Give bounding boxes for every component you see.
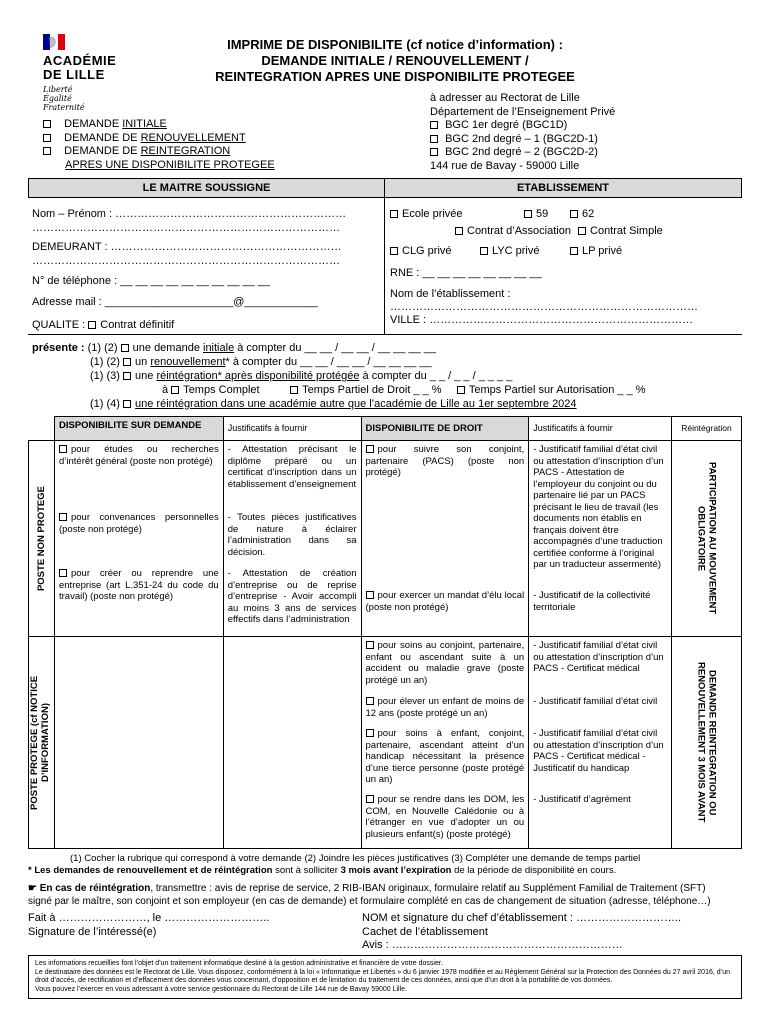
office-option-3[interactable]: BGC 2nd degré – 2 (BGC2D-2) [430,146,615,160]
checkbox-icon[interactable] [123,358,131,366]
footer-line3: Vous pouvez l’exercer en vous adressant à votre service gestionnaire du Rectorat de Lille 144 rue de Bavay 59000 Lille. [35,985,408,993]
option-suivre-conjoint[interactable]: pour suivre son conjoint, partenaire (PACS) (poste non protégé) [365,444,525,478]
title-line1: IMPRIME DE DISPONIBILITE (cf notice d’information) : [227,37,563,52]
avis-field[interactable]: Avis : ……………………………………………………… [362,939,623,951]
checkbox-icon[interactable] [121,344,129,352]
contrat-simple-label: Contrat Simple [590,225,663,237]
checkbox-icon[interactable] [524,210,532,218]
checkbox-icon[interactable] [43,134,51,142]
academie-logo [43,34,65,53]
contrat-definitif-label: Contrat définitif [100,319,175,331]
table-row [29,637,742,849]
header-dispo-demande: DISPONIBILITE SUR DEMANDE [54,417,223,441]
option-adoption[interactable]: pour se rendre dans les DOM, les COM, en Nouvelle Calédonie ou à l’étranger en vue d’adopter un ou plusieurs enfant(s) (poste protégé) [365,794,525,840]
footer-line1: Les informations recueillies font l’objet d’un traitement informatique destiné à la gestion administrative et financière de votre dossier. [35,960,443,967]
demand-reintegration-line2: APRES UNE DISPONIBILITE PROTEGEE [65,158,275,171]
cell-dispo-demande [54,441,223,637]
email-field[interactable]: Adresse mail : _____________________@____________ [32,296,318,308]
qualite-row: QUALITE : Contrat définitif [32,319,175,331]
header-dispo-droit: DISPONIBILITE DE DROIT [361,417,529,441]
checkbox-icon[interactable] [88,321,96,329]
demand-initiale[interactable]: DEMANDE INITIALE [43,118,275,132]
cachet-label: Cachet de l’établissement [362,925,488,938]
section-divider [384,196,385,334]
nom-field-line2[interactable]: ………………………………………………………………………… [32,222,340,234]
presente-line2: (1) (2) un renouvellement* à compter du __ __ / __ __ / __ __ __ __ [90,356,432,368]
presente-line4: à Temps Complet Temps Partiel de Droit _ _ % Temps Partiel sur Autorisation _ _ % [162,384,646,396]
etablissement-name-label: Nom de l’établissement : [390,288,511,300]
cell-dispo-droit [361,441,529,637]
checkbox-icon[interactable] [123,372,131,380]
cell-empty-2 [223,637,361,849]
rgpd-footer [28,955,742,999]
checkbox-icon[interactable] [290,386,298,394]
note-delai: * Les demandes de renouvellement et de réintégration sont à solliciter 3 mois avant l’expiration de la période de disponibilité en cours. [28,865,617,876]
note-legend: (1) Cocher la rubrique qui correspond à votre demande (2) Joindre les pièces justificatives (3) Compléter une demande de temps partiel [70,853,641,864]
checkbox-icon[interactable] [570,210,578,218]
checkbox-icon[interactable] [366,795,374,803]
presente-line5: (1) (4) une réintégration dans une académie autre que l’académie de Lille au 1er septembre 2024 [90,398,577,410]
logo-line1: ACADÉMIE [43,53,117,68]
signature-chef [362,912,681,953]
demand-renouvellement[interactable]: DEMANDE DE RENOUVELLEMENT [43,132,275,146]
office-option-1[interactable]: BGC 1er degré (BGC1D) [430,119,615,133]
checkbox-icon[interactable] [59,513,67,521]
form-bottom-rule [28,334,742,335]
title-line2: DEMANDE INITIALE / RENOUVELLEMENT / [261,53,529,68]
checkbox-icon[interactable] [59,445,67,453]
cell-participation-mouvement: PARTICIPATION AU MOUVEMENT OBLIGATOIRE [671,441,741,637]
row-label-non-protege: POSTE NON PROTEGE [29,441,55,637]
disponibilite-table [28,416,742,849]
checkbox-icon[interactable] [480,247,488,255]
motto-fraternite: Fraternité [43,103,85,112]
lp-option[interactable]: LP privé [570,244,622,258]
checkbox-icon[interactable] [123,400,131,408]
option-entreprise[interactable]: pour créer ou reprendre une entreprise (art L.351-24 du code du travail) (poste non protégé) [58,568,219,602]
table-row [29,441,742,637]
option-mandat-elu[interactable]: pour exercer un mandat d’élu local (poste non protégé) [365,590,525,613]
demand-reintegration[interactable]: DEMANDE DE REINTEGRATION [43,145,275,159]
header-justificatifs-2: Justificatifs à fournir [529,417,672,441]
section-etablissement: ETABLISSEMENT [384,178,742,198]
checkbox-icon[interactable] [366,641,374,649]
signature-maitre [28,912,269,939]
chef-signature-field[interactable]: NOM et signature du chef d’établissement : ……………………….. [362,912,682,924]
checkbox-icon[interactable] [366,445,374,453]
option-etudes[interactable]: pour études ou recherches d’intérêt général (poste non protégé) [58,444,219,467]
address-line2: Département de l’Enseignement Privé [430,105,616,118]
checkbox-icon[interactable] [171,386,179,394]
demand-type-block [43,118,275,172]
checkbox-icon[interactable] [578,227,586,235]
checkbox-icon[interactable] [390,247,398,255]
fait-field[interactable]: Fait à ……………………, le ……………………….. [28,912,270,924]
office-option-2[interactable]: BGC 2nd degré – 1 (BGC2D-1) [430,133,615,147]
telephone-field[interactable]: N° de téléphone : __ __ __ __ __ __ __ __ __ __ [32,275,271,287]
presente-line3: (1) (3) une réintégration* après disponibilité protégée à compter du _ _ / _ _ / _ _ _ _ [90,370,513,382]
etablissement-name-field[interactable]: ………………………………………………………………………… [390,301,698,313]
title-line3: REINTEGRATION APRES UNE DISPONIBILITE PROTEGEE [215,69,575,84]
address-line1: à adresser au Rectorat de Lille [430,92,580,104]
checkbox-icon[interactable] [43,120,51,128]
presente-line1: présente : (1) (2) une demande initiale à compter du __ __ / __ __ / __ __ __ __ [32,342,437,354]
header-justificatifs-1: Justificatifs à fournir [223,417,361,441]
checkbox-icon[interactable] [455,227,463,235]
cell-dispo-droit-protege [361,637,529,849]
checkbox-icon[interactable] [430,135,438,143]
cell-justificatifs-protege: - Justificatif familial d’état civil ou attestation d’inscription d’un PACS - Certificat médical - Justificatif familial d’état civil - Justificatif familial d’état civil ou attestation d’inscription d’un PACS - Certificat médical - Justificatif du handicap - Justificatif d’agrément [529,637,672,849]
cell-justificatifs-droit: - Justificatif familial d’état civil ou attestation d’inscription d’un PACS - Attestation de l’employeur du conjoint ou du partenaire lié par un PACS précisant le lieu de travail (les documents non établis en français doivent être accompagnés d’une traduction certifiée conforme à l’original par un traducteur assermenté) - Justificatif de la collectivité territoriale [529,441,672,637]
address-block [430,92,615,173]
checkbox-icon[interactable] [457,386,465,394]
motto-liberte: Liberté [43,85,73,94]
demeurant-field-line2[interactable]: ………………………………………………………………………… [32,255,340,267]
checkbox-icon[interactable] [430,148,438,156]
contrat-association-option[interactable]: Contrat d’Association Contrat Simple [455,224,663,238]
row-label-protege: POSTE PROTEGE (cf NOTICE D’INFORMATION) [29,637,55,849]
presente-block [32,341,646,411]
table-header-row [29,417,742,441]
signature-label: Signature de l’intéressé(e) [28,925,157,938]
option-elever-enfant[interactable]: pour élever un enfant de moins de 12 ans (poste protégé un an) [365,696,525,719]
motto-egalite: Égalité [43,94,72,103]
ecole-privee-row: Ecole privée [390,207,463,221]
ville-field[interactable]: VILLE : ……………………………………………………………… [390,314,694,326]
rne-field[interactable]: RNE : __ __ __ __ __ __ __ __ [390,267,542,279]
option-convenances[interactable]: pour convenances personnelles (poste non protégé) [58,512,219,535]
logo-line2: DE LILLE [43,67,105,82]
checkbox-icon[interactable] [430,121,438,129]
dept-62-option[interactable]: 62 [570,207,594,221]
address-line3: 144 rue de Bavay - 59000 Lille [430,159,580,172]
demeurant-field[interactable]: DEMEURANT : ……………………………………………………… [32,241,342,253]
checkbox-icon[interactable] [390,210,398,218]
dept-59-option[interactable]: 59 [524,207,548,221]
section-maitre: LE MAITRE SOUSSIGNE [28,178,385,198]
option-soins-grave[interactable]: pour soins au conjoint, partenaire, enfant ou ascendant suite à un accident ou maladie grave (poste protégé un an) [365,640,525,686]
checkbox-icon[interactable] [43,147,51,155]
checkbox-icon[interactable] [366,591,374,599]
checkbox-icon[interactable] [570,247,578,255]
header-reintegration: Réintégration [671,417,741,441]
clg-option[interactable]: CLG privé [390,244,452,258]
checkbox-icon[interactable] [366,729,374,737]
checkbox-icon[interactable] [59,569,67,577]
cell-empty-1 [54,637,223,849]
document-title [160,37,630,85]
cell-justificatifs-demande: - Attestation précisant le diplôme préparé ou un certificat d’inscription dans un établissement d’enseignement - Toutes pièces justificatives de nature à éclairer l’administration dans sa décision. - Attestation de création d’entreprise ou de reprise d’entreprise - Avoir accompli au moins 3 ans de services effectifs dans l’administration [223,441,361,637]
note-reintegration: ☛ En cas de réintégration, transmettre : avis de reprise de service, 2 RIB-IBAN originaux, formulaire relatif au Supplément Familial de Traitement (SFT) signé par le maître, son conjoint et son employeur (en cas de demande) et formulaire complété en cas de changement de situation (adresse, téléphone…) [28,883,711,907]
option-soins-handicap[interactable]: pour soins à enfant, conjoint, partenaire, ascendant atteint d’un handicap nécessitant la présence d’une tierce personne (poste protégé un an) [365,728,525,785]
checkbox-icon[interactable] [366,697,374,705]
marianne-flag-icon [43,34,65,50]
lyc-option[interactable]: LYC privé [480,244,539,258]
cell-demande-reintegration: DEMANDE REINTEGRATION OU RENOUVELLEMENT 3 MOIS AVANT [671,637,741,849]
footer-line2: Le destinataire des données est le Rectorat de Lille. Vous disposez, conformément à la loi « Informatique et Libertés » du 6 janvier 1978 modifiée et au Règlement Général sur la Protection des Données du 27 avril 2016, d’un droit d’accès, de rectification et d’effacement des données vous concernant, d’opposition et de limitation du traitement de ces données, ainsi que d’un droit à la portabilité de vos données. [35,968,730,984]
nom-field[interactable]: Nom – Prénom : ……………………………………………………… [32,208,347,220]
